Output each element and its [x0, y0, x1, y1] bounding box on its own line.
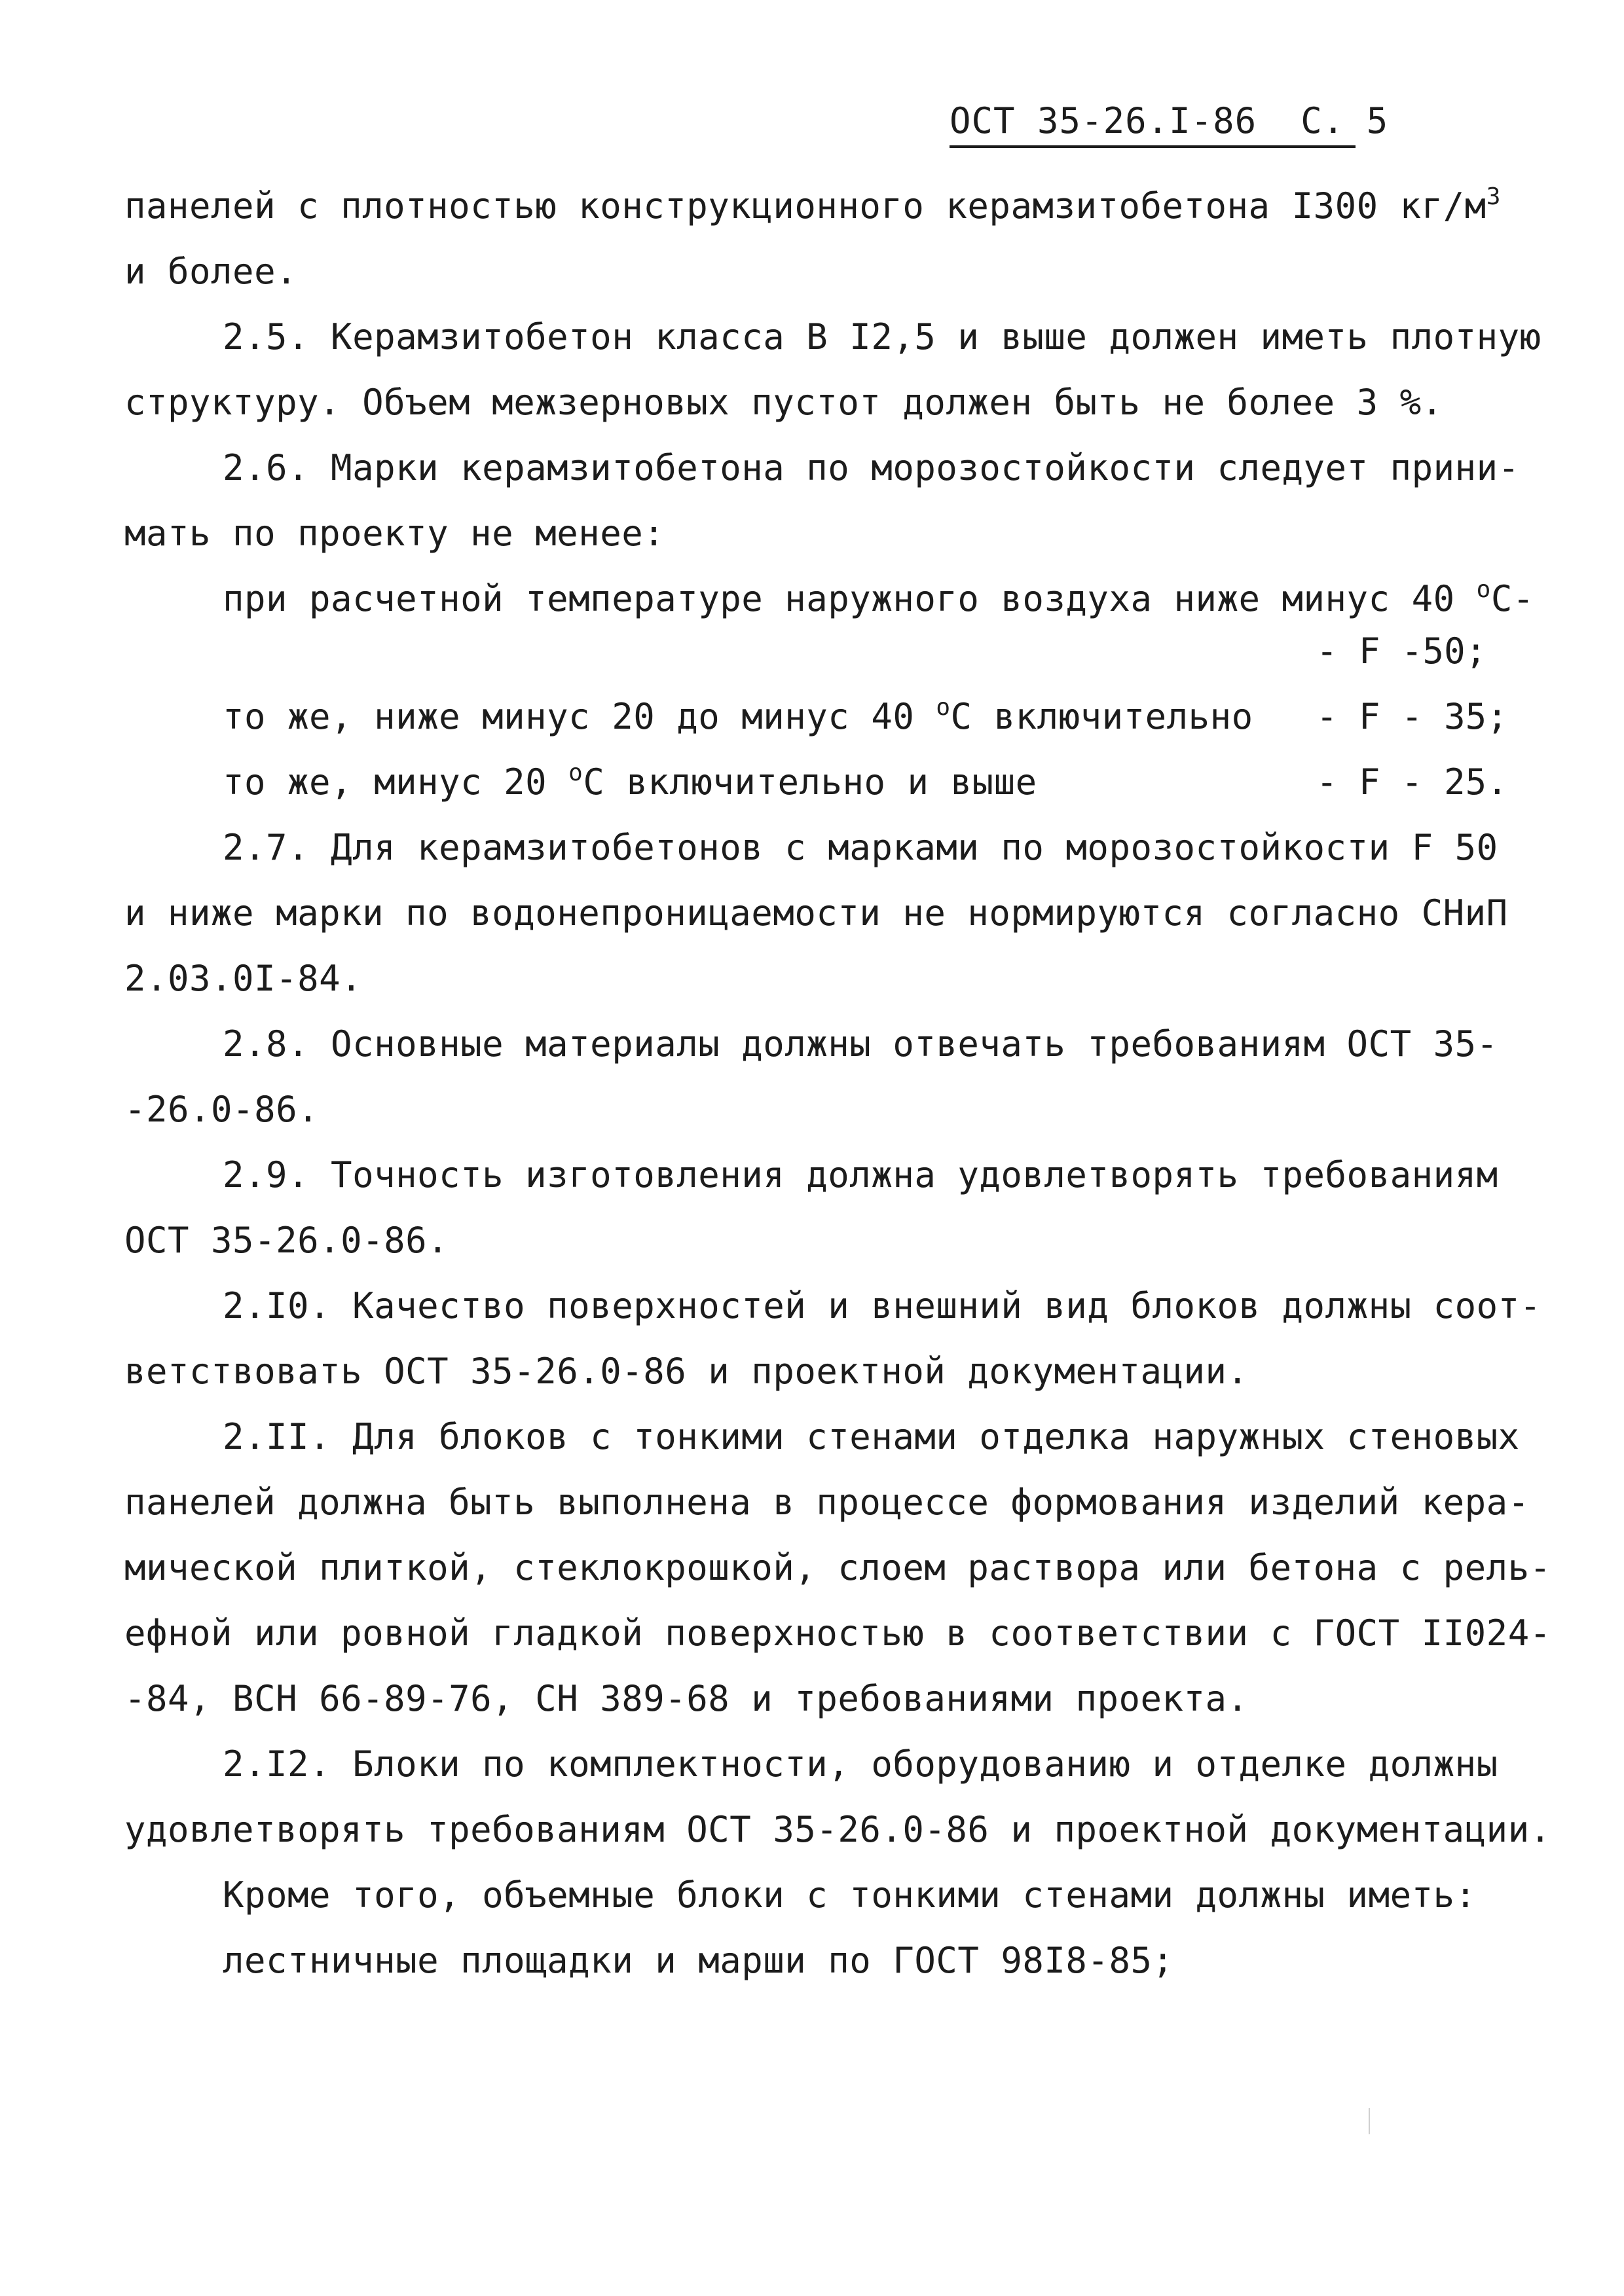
- scan-artifact: [1369, 2108, 1370, 2134]
- text-line: -84, ВСН 66-89-76, СН 389-68 и требованиями проекта.: [124, 1678, 1249, 1719]
- text-line: ветствовать ОСТ 35-26.0-86 и проектной документации.: [124, 1351, 1249, 1392]
- paragraph-2-6: 2.6. Марки керамзитобетона по морозостойкости следует прини-: [223, 447, 1520, 488]
- text-line: мической плиткой, стеклокрошкой, слоем раствора или бетона с рель-: [124, 1547, 1551, 1588]
- paragraph-2-10: 2.I0. Качество поверхностей и внешний вид блоков должны соот-: [223, 1285, 1541, 1326]
- text-line: -26.0-86.: [124, 1089, 320, 1130]
- frost-grade-f50: - F -50;: [1316, 630, 1487, 672]
- page-number: С. 5: [1301, 100, 1389, 141]
- paragraph-2-7: 2.7. Для керамзитобетонов с марками по морозостойкости F 50: [223, 827, 1498, 868]
- text-line: ефной или ровной гладкой поверхностью в соответствии с ГОСТ II024-: [124, 1613, 1551, 1654]
- header-underline: [950, 145, 1356, 148]
- paragraph-2-9: 2.9. Точность изготовления должна удовлетворять требованиям: [223, 1154, 1498, 1195]
- paragraph-2-5: 2.5. Керамзитобетон класса В I2,5 и выше должен иметь плотную: [223, 316, 1541, 357]
- text-line: структуру. Объем межзерновых пустот должен быть не более 3 %.: [124, 382, 1443, 423]
- text-line: удовлетворять требованиям ОСТ 35-26.0-86 и проектной документации.: [124, 1809, 1551, 1850]
- paragraph-2-12: 2.I2. Блоки по комплектности, оборудованию и отделке должны: [223, 1743, 1498, 1785]
- paragraph-2-11: 2.II. Для блоков с тонкими стенами отделка наружных стеновых: [223, 1416, 1520, 1457]
- text-line: при расчетной температуре наружного воздуха ниже минус 40 $^о$С-: [223, 576, 1534, 619]
- text-line: и более.: [124, 251, 298, 292]
- frost-grade-f25: - F - 25.: [1316, 761, 1508, 803]
- text-line: лестничные площадки и марши по ГОСТ 98I8-85;: [223, 1940, 1174, 1981]
- paragraph-2-8: 2.8. Основные материалы должны отвечать требованиям ОСТ 35-: [223, 1023, 1498, 1065]
- text-line: 2.03.0I-84.: [124, 958, 363, 999]
- page-header: [950, 98, 1388, 144]
- text-line: панелей с плотностью конструкционного керамзитобетона I300 $кг/м^3$: [124, 183, 1501, 227]
- text-line: мать по проекту не менее:: [124, 513, 665, 554]
- text-line: и ниже марки по водонепроницаемости не нормируются согласно СНиП: [124, 892, 1508, 934]
- doc-reference: ОСТ 35-26.I-86: [950, 100, 1257, 141]
- text-line: ОСТ 35-26.0-86.: [124, 1220, 449, 1261]
- text-line: Кроме того, объемные блоки с тонкими стенами должны иметь:: [223, 1874, 1477, 1916]
- text-line: панелей должна быть выполнена в процессе формования изделий кера-: [124, 1482, 1530, 1523]
- frost-grade-f35: - F - 35;: [1316, 696, 1508, 737]
- text-line: то же, минус 20 $^о$С включительно и выше: [223, 759, 1037, 803]
- text-line: то же, ниже минус 20 до минус 40 $^о$С включительно: [223, 694, 1253, 737]
